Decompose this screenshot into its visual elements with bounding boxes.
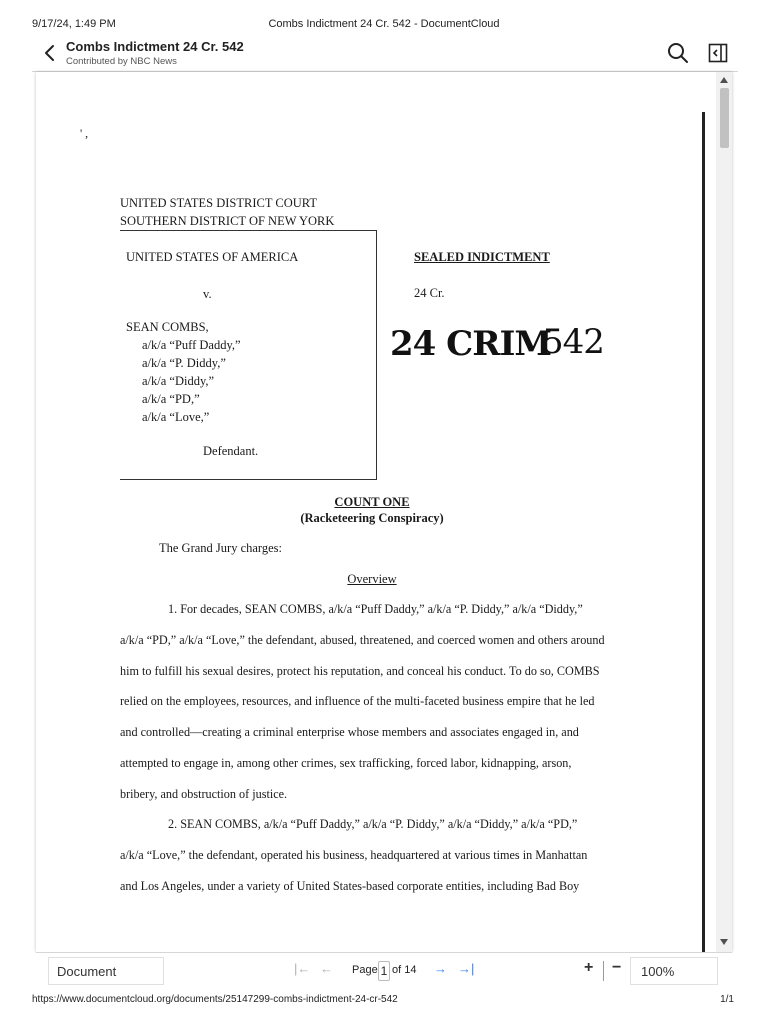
court-name-line-1: UNITED STATES DISTRICT COURT [120, 196, 317, 210]
plaintiff: UNITED STATES OF AMERICA [126, 250, 299, 264]
defendant-name: SEAN COMBS, [126, 320, 209, 334]
print-header [0, 0, 768, 36]
scroll-up-button[interactable] [716, 74, 732, 86]
zoom-divider [603, 961, 604, 981]
defendant-alias: a/k/a “P. Diddy,” [142, 356, 226, 370]
case-stamp-number: 542 [542, 322, 604, 362]
sidebar-toggle-button[interactable] [706, 41, 730, 65]
sealed-indictment-heading: SEALED INDICTMENT [414, 250, 550, 264]
last-page-button[interactable]: →| [458, 961, 475, 976]
count-subtitle: (Racketeering Conspiracy) [300, 511, 444, 525]
case-number-label: 24 Cr. [414, 286, 445, 300]
count-title: COUNT ONE [334, 495, 410, 509]
page-total: of 14 [392, 964, 417, 976]
print-url: https://www.documentcloud.org/documents/25147299-combs-indictment-24-cr-542 [32, 994, 398, 1005]
scroll-down-icon [720, 939, 728, 945]
zoom-level-select[interactable]: 100% [630, 957, 718, 985]
zoom-out-button[interactable]: − [612, 959, 622, 976]
print-footer [0, 992, 768, 1012]
vertical-scrollbar[interactable] [716, 72, 732, 952]
page-edge [702, 112, 705, 952]
back-button[interactable] [38, 40, 60, 66]
case-stamp: 24 CRIM [390, 324, 552, 364]
document-contributor: Contributed by NBC News [66, 56, 177, 67]
body-line: bribery, and obstruction of justice. [120, 787, 288, 801]
body-line: attempted to engage in, among other crimes, sex trafficking, forced labor, kidnapping, arson, [120, 756, 572, 770]
print-page-title: Combs Indictment 24 Cr. 542 - DocumentCloud [268, 18, 500, 30]
defendant-alias: a/k/a “Love,” [142, 410, 210, 424]
body-line: and Los Angeles, under a variety of United States-based corporate entities, including Bad Boy [120, 879, 580, 893]
previous-page-button[interactable]: ← [320, 961, 333, 976]
page-label: Page [352, 964, 378, 976]
body-line: 2. SEAN COMBS, a/k/a “Puff Daddy,” a/k/a “P. Diddy,” a/k/a “Diddy,” a/k/a “PD,” [168, 817, 578, 831]
grand-jury-line: The Grand Jury charges: [159, 541, 282, 555]
zoom-in-button[interactable]: + [584, 959, 594, 976]
print-datetime: 9/17/24, 1:49 PM [32, 18, 116, 30]
body-line: 1. For decades, SEAN COMBS, a/k/a “Puff Daddy,” a/k/a “P. Diddy,” a/k/a “Diddy,” [168, 602, 583, 616]
next-page-button[interactable]: → [434, 961, 447, 976]
versus: v. [203, 287, 212, 301]
body-line: a/k/a “PD,” a/k/a “Love,” the defendant, abused, threatened, and coerced women and others around [120, 633, 605, 647]
body-line: a/k/a “Love,” the defendant, operated his business, headquartered at various times in Manhattan [120, 848, 588, 862]
overview-heading: Overview [347, 572, 397, 586]
print-page-count: 1/1 [720, 994, 734, 1005]
body-line: him to fulfill his sexual desires, protect his reputation, and conceal his conduct. To do so, COMBS [120, 664, 600, 678]
scroll-thumb[interactable] [720, 88, 729, 148]
document-viewer[interactable] [36, 72, 732, 952]
view-mode-select[interactable]: Document [48, 957, 164, 985]
sidebar-toggle-icon [708, 43, 728, 63]
search-icon [667, 42, 689, 64]
scroll-up-icon [720, 77, 728, 83]
scan-marks: ' , [80, 126, 89, 140]
viewer-toolbar [36, 952, 732, 988]
document-title: Combs Indictment 24 Cr. 542 [66, 39, 244, 54]
defendant-label: Defendant. [203, 444, 259, 458]
app-header [32, 36, 738, 72]
body-line: relied on the employees, resources, and influence of the multi-faceted business empire that he led [120, 694, 595, 708]
scroll-down-button[interactable] [716, 936, 732, 948]
page-number-input[interactable]: 1 [378, 961, 390, 981]
court-name-line-2: SOUTHERN DISTRICT OF NEW YORK [120, 214, 335, 228]
defendant-alias: a/k/a “Diddy,” [142, 374, 215, 388]
body-line: and controlled—creating a criminal enterprise whose members and associates engaged in, and [120, 725, 579, 739]
search-button[interactable] [666, 41, 690, 65]
defendant-alias: a/k/a “Puff Daddy,” [142, 338, 241, 352]
defendant-alias: a/k/a “PD,” [142, 392, 200, 406]
case-caption-box [120, 230, 377, 480]
back-icon [43, 44, 55, 62]
first-page-button[interactable]: |← [294, 961, 311, 976]
